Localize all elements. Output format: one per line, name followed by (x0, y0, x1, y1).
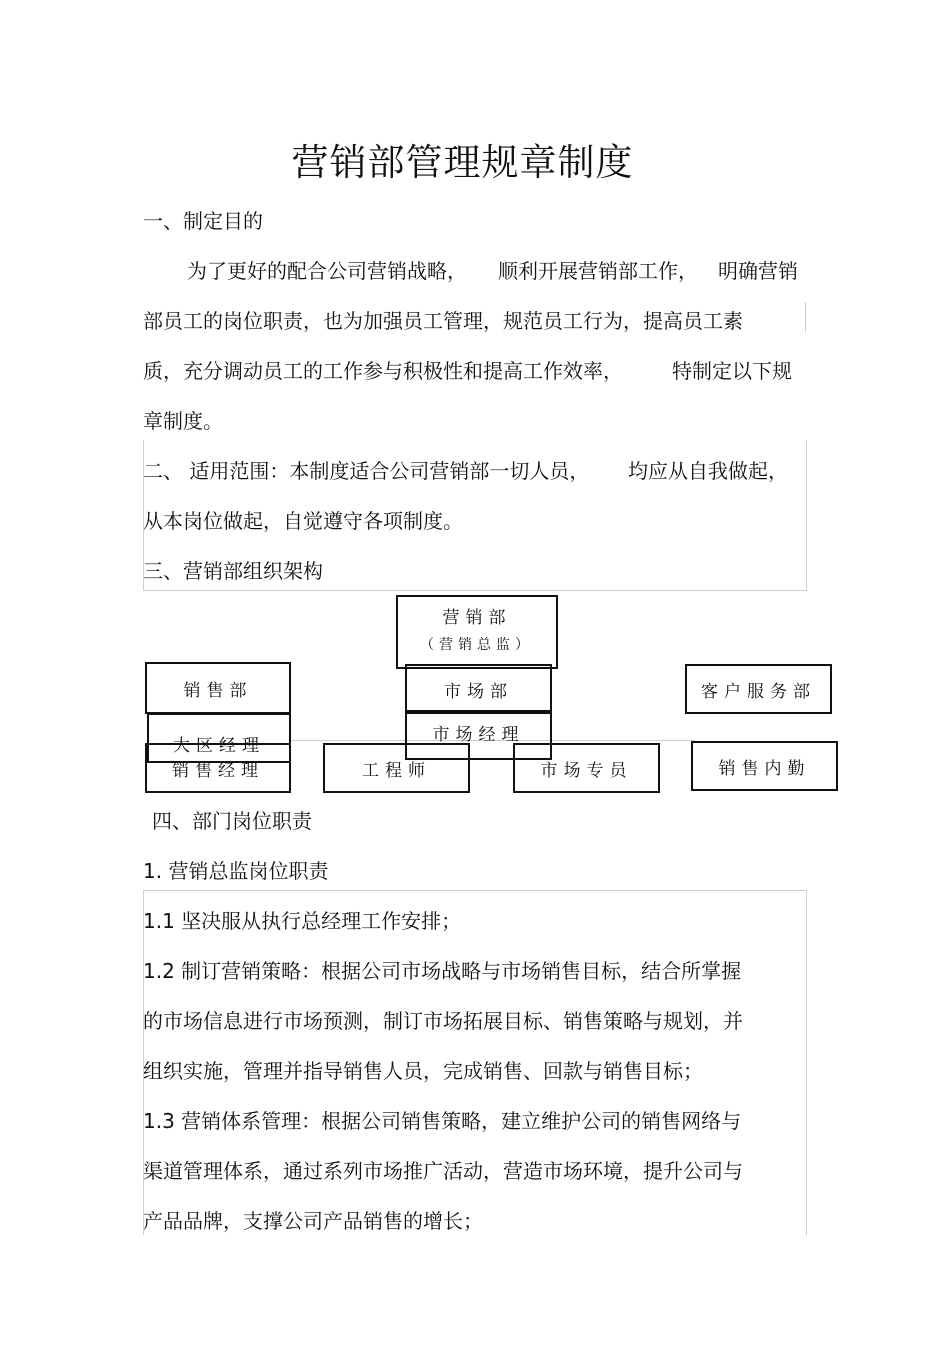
scan-line (805, 302, 806, 332)
scan-line (143, 590, 807, 591)
paragraph-text: 为了更好的配合公司营销战略， (187, 259, 467, 283)
org-sublabel: （营销总监） (420, 637, 534, 653)
org-box-engineer: 工程师 (323, 743, 470, 793)
duty-item: 1.1 坚决服从执行总经理工作安排； (143, 909, 462, 933)
org-box-market-manager: 市场经理 (405, 710, 552, 760)
paragraph-text: 质，充分调动员工的工作参与积极性和提高工作效率， (143, 359, 623, 383)
org-box-market-dept: 市场部 (405, 664, 552, 714)
org-box-marketing-director (396, 595, 558, 669)
duty-item: 1.2 制订营销策略：根据公司市场战略与市场销售目标，结合所掌握 (143, 959, 742, 983)
section2-text: 二、 适用范围：本制度适合公司营销部一切人员， (143, 459, 590, 483)
paragraph-text: 明确营销 (718, 259, 798, 283)
duty-item: 的市场信息进行市场预测，制订市场拓展目标、销售策略与规划，并 (143, 1009, 743, 1033)
org-box-sales-manager: 销售经理 (145, 743, 291, 793)
section1-heading: 一、制定目的 (143, 209, 263, 233)
section4-heading: 四、部门岗位职责 (152, 809, 312, 833)
section3-heading: 三、营销部组织架构 (143, 559, 323, 583)
duty-item: 渠道管理体系，通过系列市场推广活动，营造市场环境，提升公司与 (143, 1159, 743, 1183)
section2-text: 均应从自我做起， (628, 459, 788, 483)
document-title: 营销部管理规章制度 (291, 141, 634, 184)
duty-item: 1.3 营销体系管理：根据公司销售策略，建立维护公司的销售网络与 (143, 1109, 742, 1133)
paragraph-text: 部员工的岗位职责，也为加强员工管理，规范员工行为，提高员工素 (143, 309, 743, 333)
paragraph-text: 章制度。 (143, 409, 223, 433)
section2-text: 从本岗位做起，自觉遵守各项制度。 (143, 509, 463, 533)
org-box-sales-office: 销售内勤 (691, 741, 838, 791)
scan-line (806, 890, 807, 1235)
duty-item: 产品品牌，支撑公司产品销售的增长； (143, 1209, 483, 1233)
paragraph-text: 特制定以下规 (672, 359, 792, 383)
org-label: 营销部 (442, 608, 512, 628)
org-box-service-dept: 客户服务部 (685, 664, 832, 714)
org-box-sales-dept: 销售部 (145, 662, 291, 714)
scan-line (806, 440, 807, 590)
paragraph-text: 顺利开展营销部工作， (498, 259, 698, 283)
scan-line (143, 890, 807, 891)
org-box-market-specialist: 市场专员 (513, 743, 660, 793)
duty-item: 组织实施，管理并指导销售人员，完成销售、回款与销售目标； (143, 1059, 703, 1083)
subsection-heading: 1. 营销总监岗位职责 (143, 859, 329, 883)
org-box-region-manager: 大区经理 (147, 713, 291, 763)
